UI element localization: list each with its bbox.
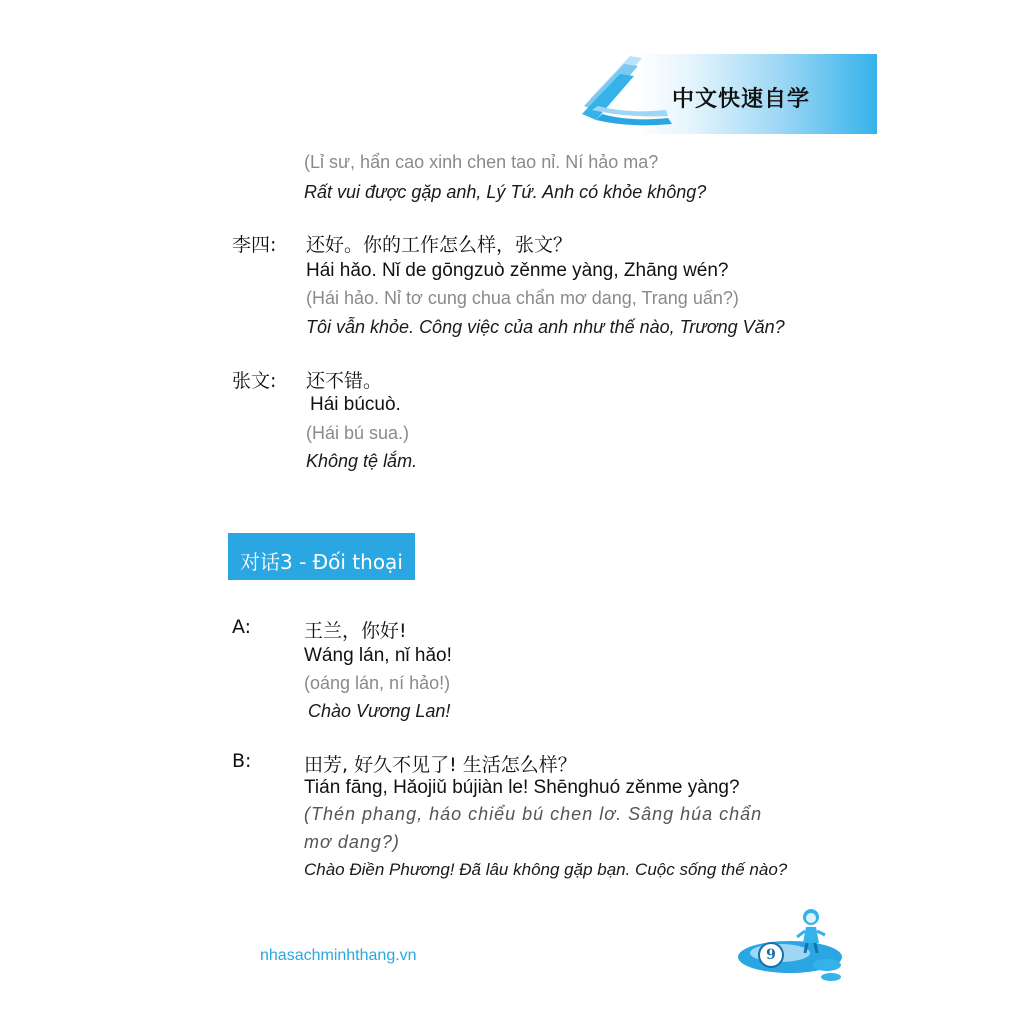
translation-line: Rất vui được gặp anh, Lý Tứ. Anh có khỏe không?: [304, 182, 707, 202]
website-link[interactable]: nhasachminhthang.vn: [260, 947, 417, 964]
page-number: 9: [766, 947, 776, 963]
chinese-line: 田芳, 好久不见了! 生活怎么样？: [304, 754, 577, 776]
pronunciation-line: (Thén phang, háo chiểu bú chen lơ. Sâng húa chẩn: [304, 804, 763, 824]
section-title: 对话3 - Đối thoại: [240, 550, 403, 574]
pronunciation-line: mơ dang?): [304, 832, 400, 852]
pinyin-line: Hái búcuò.: [310, 394, 401, 415]
translation-line: Không tệ lắm.: [306, 451, 418, 471]
translation-line: Tôi vẫn khỏe. Công việc của anh như thế nào, Trương Văn?: [306, 317, 785, 337]
speaker-label: 李四:: [232, 234, 277, 256]
pronunciation-line: (Lỉ sư, hẩn cao xinh chen tao nỉ. Ní hảo ma?: [304, 152, 659, 172]
pinyin-line: Hái hǎo. Nǐ de gōngzuò zěnme yàng, Zhāng wén?: [306, 260, 729, 281]
translation-line: Chào Điền Phương! Đã lâu không gặp bạn. Cuộc sống thế nào?: [304, 860, 788, 879]
speaker-label: A:: [232, 616, 252, 638]
speaker-label: B:: [232, 750, 252, 772]
translation-line: Chào Vương Lan!: [308, 701, 451, 721]
pronunciation-line: (oáng lán, ní hảo!): [304, 673, 451, 693]
pronunciation-line: (Hái hảo. Nỉ tơ cung chua chẩn mơ dang, Trang uấn?): [306, 288, 739, 308]
book-title: 中文快速自学: [672, 87, 811, 112]
pinyin-line: Tián fāng, Hǎojiǔ bújiàn le! Shēnghuó zěnme yàng?: [304, 777, 740, 798]
child-on-island-icon: [735, 905, 845, 985]
pinyin-line: Wáng lán, nǐ hǎo!: [304, 645, 452, 666]
chinese-line: 还不错。: [306, 370, 383, 392]
chinese-line: 王兰，你好!: [304, 620, 407, 642]
chinese-line: 还好。你的工作怎么样，张文？: [306, 234, 573, 256]
speaker-label: 张文:: [232, 370, 277, 392]
pronunciation-line: (Hái bú sua.): [306, 423, 410, 443]
